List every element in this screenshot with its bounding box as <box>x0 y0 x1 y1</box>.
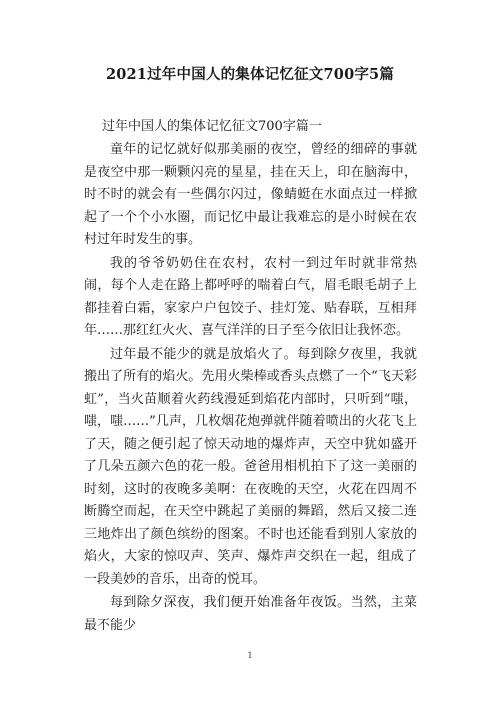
paragraph-1: 童年的记忆就好似那美丽的夜空，曾经的细碎的事就是夜空中那一颗颗闪亮的星星，挂在天上，印在脑海中，时不时的就会有一些偶尔闪过，像蜻蜓在水面点过一样掀起了一个个小水圈，而记忆中最让我难忘的是小时候在农村过年时发生的事。 <box>84 142 417 247</box>
section-subtitle: 过年中国人的集体记忆征文700字篇一 <box>102 119 322 134</box>
paragraph-2: 我的爷爷奶奶住在农村，农村一到过年时就非常热闹，每个人走在路上都呼呼的喘着白气，眉毛眼毛胡子上都挂着白霜，家家户户包饺子、挂灯笼、贴春联，互相拜年……那红红火火、喜气洋洋的日子至今依旧让我怀恋。 <box>84 255 417 338</box>
document-body <box>84 115 417 638</box>
page-number: 1 <box>247 651 253 660</box>
paragraph-3: 过年最不能少的就是放焰火了。每到除夕夜里，我就搬出了所有的焰火。先用火柴棒或香头点燃了一个“飞天彩虹”，当火苗顺着火药线漫延到焰花内部时，只听到“嗤，嗤，嗤……”几声，几枚烟花炮弹就伴随着喷出的火花飞上了天，随之便引起了惊天动地的爆炸声，天空中犹如盛开了几朵五颜六色的花一般。爸爸用相机拍下了这一美丽的时刻，这时的夜晚多美啊：在夜晚的天空，火花在四周不断腾空而起，在天空中跳起了美丽的舞蹈，然后又接二连三地炸出了颜色缤纷的图案。不时也还能看到别人家放的焰火，大家的惊叹声、笑声、爆炸声交织在一起，组成了一段美妙的音乐，出奇的悦耳。 <box>84 346 417 587</box>
document-title: 2021过年中国人的集体记忆征文700字5篇 <box>105 66 395 83</box>
paragraph-4: 每到除夕深夜，我们便开始准备年夜饭。当然，主菜最不能少 <box>84 595 417 633</box>
